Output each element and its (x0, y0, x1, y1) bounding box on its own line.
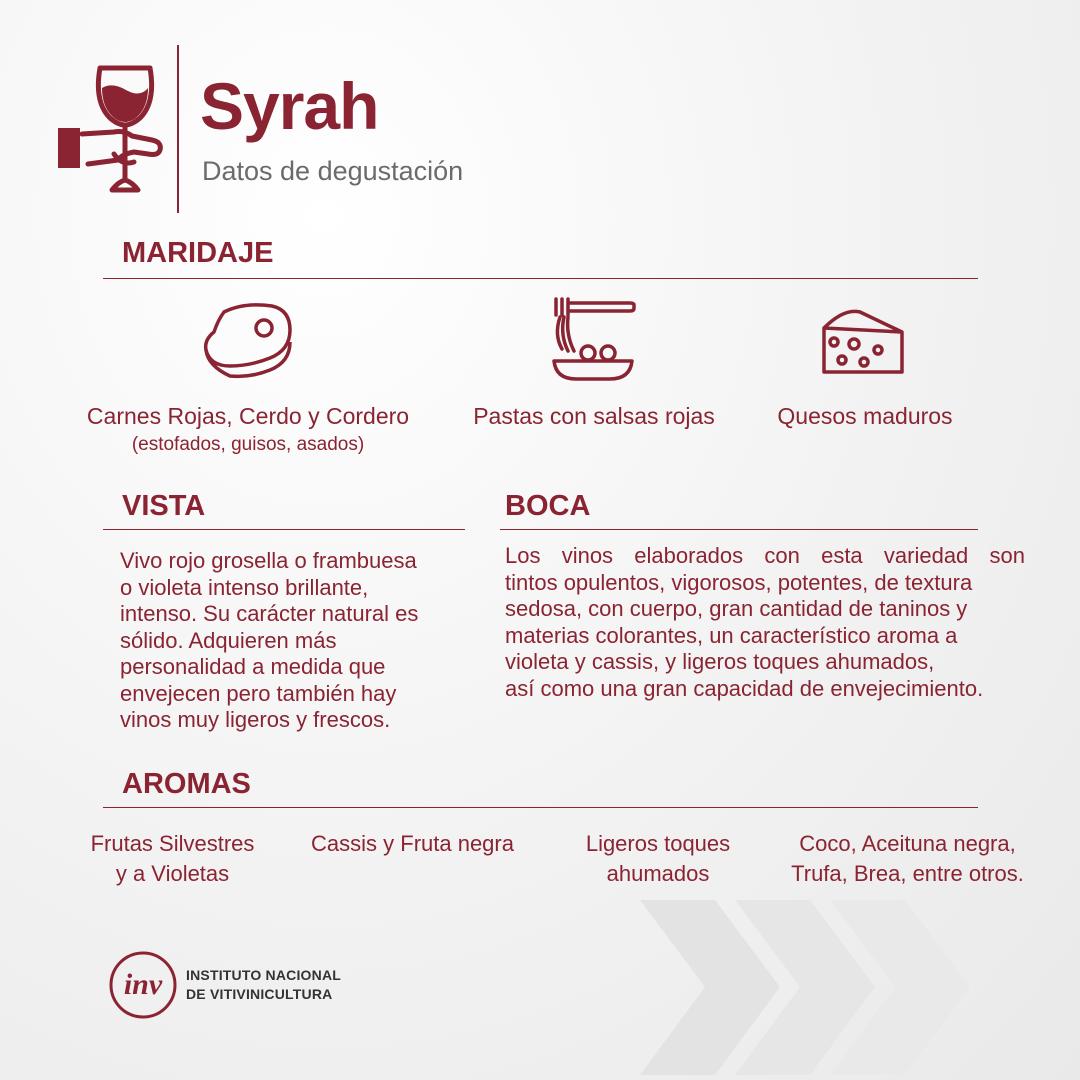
maridaje-heading: MARIDAJE (122, 237, 274, 269)
pairing-label-cheese: Quesos maduros (777, 403, 953, 429)
boca-heading: BOCA (505, 490, 591, 522)
page-title: Syrah (200, 69, 379, 143)
pairing-label-meats: Carnes Rojas, Cerdo y Cordero (86, 403, 410, 429)
vista-heading: VISTA (122, 490, 206, 522)
cheese-icon (820, 306, 904, 376)
vista-rule (103, 529, 465, 530)
aroma-item: Ligeros toques ahumados (585, 831, 731, 886)
aromas-heading: AROMAS (122, 768, 251, 800)
pairing-label-pasta: Pastas con salsas rojas (473, 403, 715, 429)
aromas-rule (103, 807, 978, 808)
boca-text: Los vinos elaborados con esta variedad son tintos opulentos, vigorosos, potentes, de textura sedosa, con cuerpo, gran cantidad de taninos y materias colorantes, un característico aroma a violeta y cassis, y ligeros toques ahumados, así como una gran capacidad de envejecimiento. (505, 543, 1025, 701)
pairing-sub-meats: (estofados, guisos, asados) (131, 434, 365, 455)
page-subtitle: Datos de degustación (202, 156, 464, 186)
svg-text:inv: inv (123, 968, 163, 1001)
boca-rule (500, 529, 978, 530)
institution-name: INSTITUTO NACIONAL DE VITIVINICULTURA (186, 967, 342, 1002)
aroma-item: Coco, Aceituna negra, Trufa, Brea, entre otros. (791, 831, 1024, 886)
aroma-item: Cassis y Fruta negra (311, 831, 514, 856)
wine-glass-hand-icon (52, 62, 172, 197)
inv-logo (108, 950, 178, 1020)
steak-icon (200, 300, 295, 382)
maridaje-rule (103, 278, 978, 279)
aroma-item: Frutas Silvestres y a Violetas (90, 831, 255, 886)
header-divider (177, 45, 179, 213)
vista-text: Vivo rojo grosella o frambuesa o violeta intenso brillante, intenso. Su carácter natural es sólido. Adquieren más personalidad a medida que envejecen pero también hay vinos muy ligeros y frescos. (120, 548, 419, 732)
pasta-icon (550, 295, 636, 381)
chevron-decoration-icon (620, 895, 1060, 1080)
